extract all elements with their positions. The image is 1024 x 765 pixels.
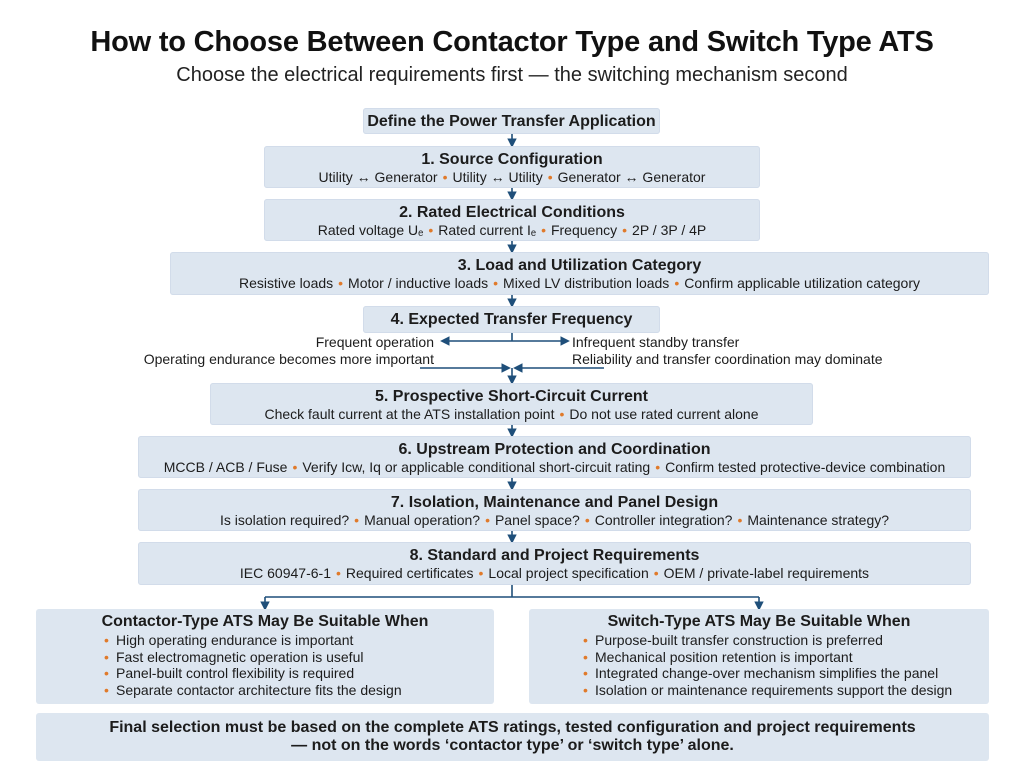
final-note [36,713,989,761]
infrequent-transfer-label: Infrequent standby transfer [572,334,740,350]
step-2-item: Rated current Iₑ [438,222,537,238]
step-2-item: Frequency [550,222,618,238]
list-item: • High operating endurance is important [104,632,354,648]
step-7-item: Is isolation required? [219,512,350,528]
step-8-details: IEC 60947-6-1 • Required certificates • Local project specification • OEM / private-label requirements [239,565,870,581]
list-item: • Isolation or maintenance requirements support the design [583,681,953,698]
step-1-box [264,146,760,188]
infrequent-transfer-note: Reliability and transfer coordination may dominate [572,351,883,367]
contactor-type-panel [36,609,494,704]
step-3-details: Resistive loads • Motor / inductive loads • Mixed LV distribution loads • Confirm applicable utilization category [238,275,921,291]
step-5-details: Check fault current at the ATS installation point • Do not use rated current alone [264,406,759,422]
step-6-item: Confirm tested protective-device combination [665,459,946,475]
step-4-title: 4. Expected Transfer Frequency [390,311,633,328]
step-6-item: MCCB / ACB / Fuse [163,459,288,475]
step-2-details: Rated voltage Uₑ • Rated current Iₑ • Frequency • 2P / 3P / 4P [317,222,707,238]
step-3-item: Motor / inductive loads [348,275,489,291]
step-2-title: 2. Rated Electrical Conditions [399,204,625,221]
list-item: • Panel-built control flexibility is required [104,665,355,681]
step-5-box [210,383,813,425]
list-item: • Fast electromagnetic operation is useful [104,648,364,665]
step-1-title: 1. Source Configuration [421,151,603,168]
contactor-type-title: Contactor-Type ATS May Be Suitable When [101,613,429,630]
switch-type-panel [529,609,989,704]
list-item: • Separate contactor architecture fits the design [104,681,402,698]
step-8-item: Required certificates [345,565,474,581]
step-2-item: Rated voltage Uₑ [317,222,424,238]
frequent-branch [144,334,434,368]
final-note-line-2: — not on the words ‘contactor type’ or ‘switch type’ alone. [291,737,734,754]
step-7-item: Manual operation? [364,512,481,528]
step-6-details: MCCB / ACB / Fuse • Verify Icw, Iq or applicable conditional short-circuit rating • Confirm tested protective-device combination [163,459,946,475]
frequent-operation-label: Frequent operation [315,334,434,350]
step-8-box [138,542,971,585]
step-6-title: 6. Upstream Protection and Coordination [398,441,711,458]
infrequent-branch [572,334,883,368]
list-item: • Mechanical position retention is important [583,648,853,665]
step-1-item: Generator ↔ Generator [557,169,706,185]
step-6-box [138,436,971,478]
step-8-title: 8. Standard and Project Requirements [409,547,700,564]
start-label: Define the Power Transfer Application [367,113,656,130]
step-7-title: 7. Isolation, Maintenance and Panel Design [390,494,719,511]
step-7-item: Controller integration? [594,512,733,528]
switch-type-list [529,632,989,698]
step-7-details: Is isolation required? • Manual operation? • Panel space? • Controller integration? • Maintenance strategy? [219,512,890,528]
step-7-item: Panel space? [494,512,580,528]
step-8-item: OEM / private-label requirements [663,565,870,581]
step-3-title: 3. Load and Utilization Category [457,257,702,274]
step-7-box [138,489,971,531]
step-5-item: Check fault current at the ATS installation point [264,406,555,422]
switch-type-title: Switch-Type ATS May Be Suitable When [607,613,911,630]
step-1-item: Utility ↔ Utility [452,169,543,185]
list-item: • Purpose-built transfer construction is preferred [583,632,883,648]
step-3-item: Resistive loads [238,275,334,291]
step-7-item: Maintenance strategy? [747,512,890,528]
step-1-details: Utility ↔ Generator • Utility ↔ Utility • Generator ↔ Generator [318,169,706,185]
step-2-box [264,199,760,241]
list-item: • Integrated change-over mechanism simplifies the panel [583,665,939,681]
final-note-line-1: Final selection must be based on the complete ATS ratings, tested configuration and project requirements [109,719,916,736]
step-5-item: Do not use rated current alone [569,406,759,422]
frequent-operation-note: Operating endurance becomes more important [143,351,434,367]
page-subtitle: Choose the electrical requirements first — the switching mechanism second [176,64,848,86]
step-3-item: Mixed LV distribution loads [503,275,670,291]
step-3-item: Confirm applicable utilization category [684,275,921,291]
step-5-title: 5. Prospective Short-Circuit Current [375,388,648,405]
contactor-type-list [36,632,494,698]
step-8-item: IEC 60947-6-1 [239,565,331,581]
start-box [363,108,660,134]
step-6-item: Verify Icw, Iq or applicable conditional short-circuit rating [302,459,651,475]
step-3-box [170,252,989,295]
step-2-item: 2P / 3P / 4P [632,222,707,238]
step-8-item: Local project specification [488,565,649,581]
step-4-box [363,306,660,333]
page-title: How to Choose Between Contactor Type and Switch Type ATS [90,26,934,58]
step-1-item: Utility ↔ Generator [318,169,438,185]
